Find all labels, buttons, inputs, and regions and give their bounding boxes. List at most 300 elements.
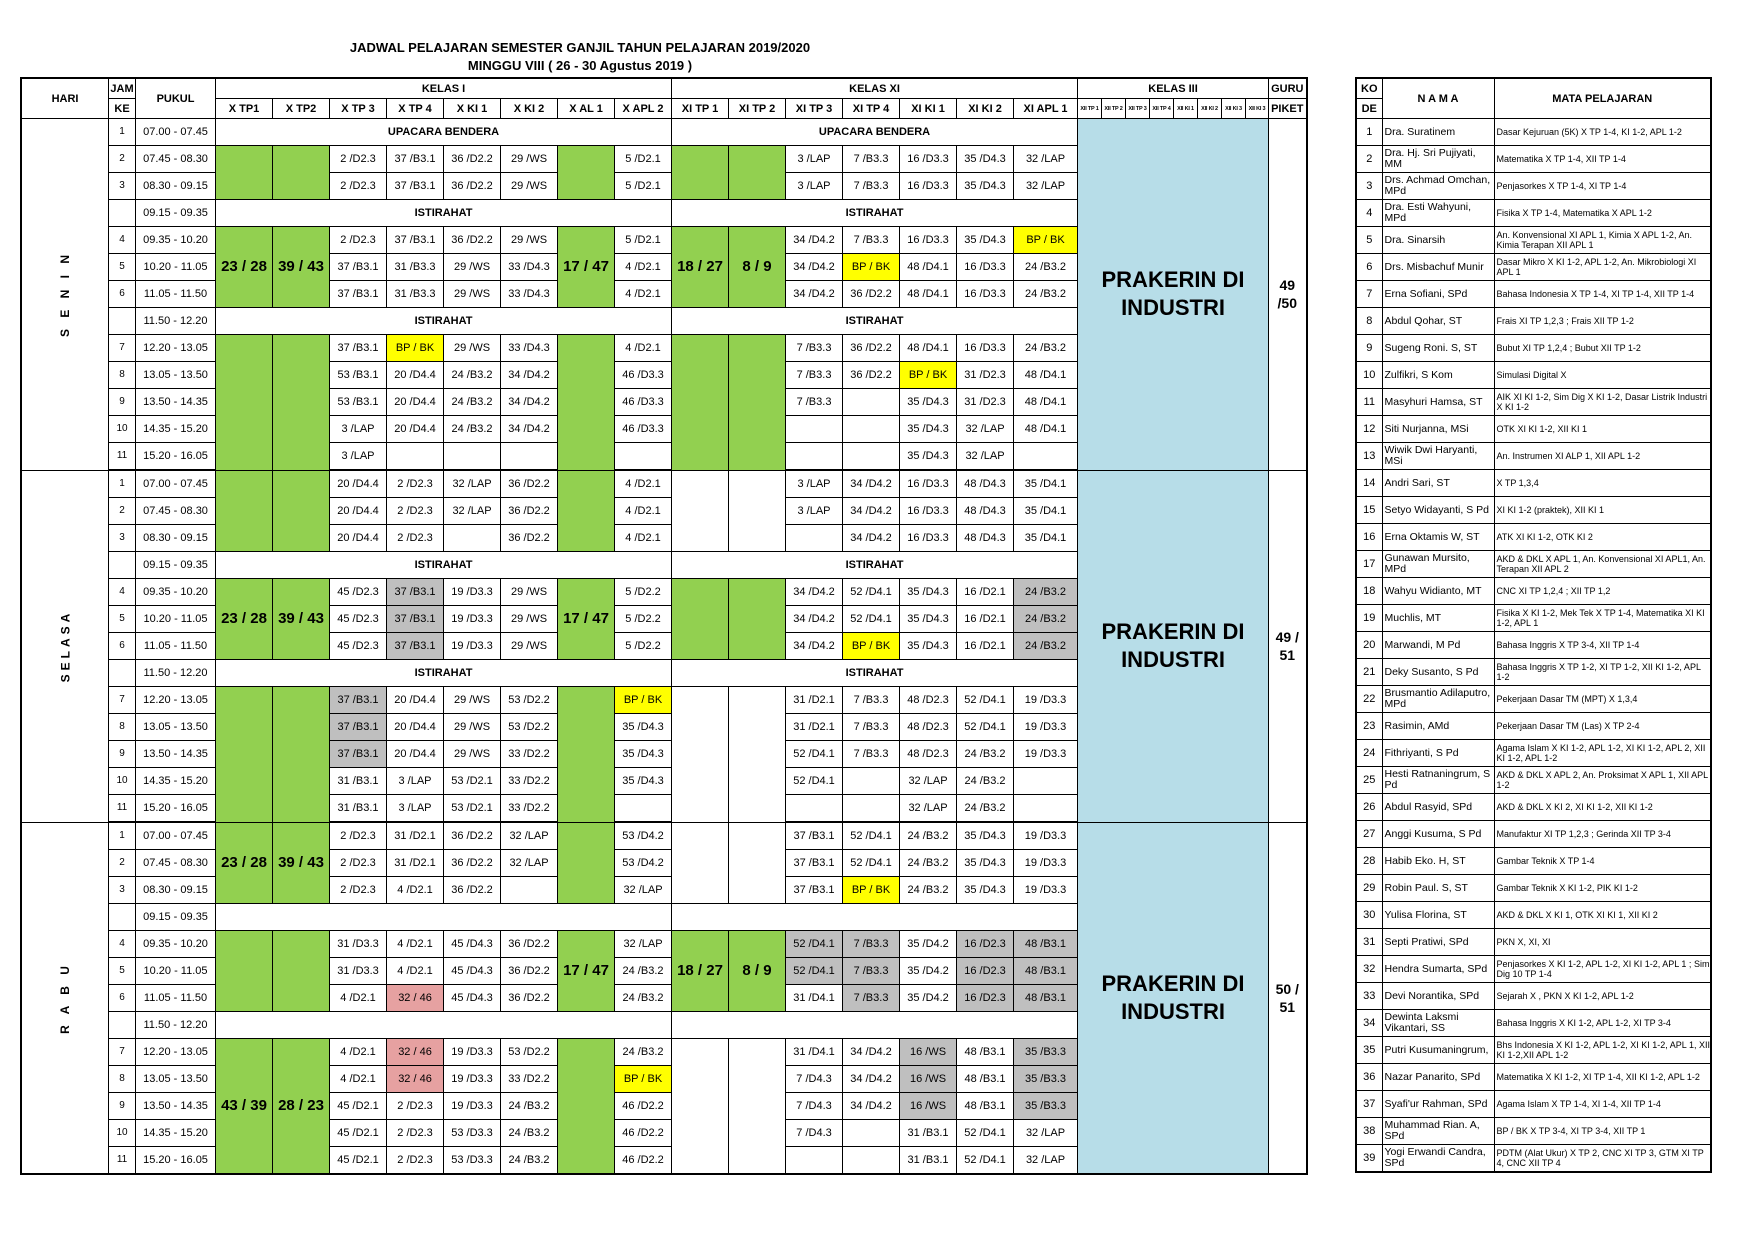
- schedule-cell: 34 /D4.2: [786, 633, 843, 660]
- teacher-code: 29: [1356, 875, 1382, 902]
- teacher-subject: Fisika X KI 1-2, Mek Tek X TP 1-4, Matematika XI KI 1-2, APL 1: [1494, 605, 1711, 632]
- schedule-cell: 53 /D3.3: [444, 1120, 501, 1147]
- istirahat-label: ISTIRAHAT: [672, 308, 1078, 335]
- schedule-cell: 48 /B3.1: [957, 1066, 1014, 1093]
- kode-header: KO: [1356, 78, 1382, 99]
- pukul-time: 11.50 - 12.20: [136, 308, 216, 335]
- teacher-subject: Bahasa Inggris X TP 1-2, XI TP 1-2, XII KI 1-2, APL 1-2: [1494, 659, 1711, 686]
- schedule-cell: 7 /B3.3: [843, 146, 900, 173]
- schedule-cell: 52 /D4.1: [957, 1147, 1014, 1175]
- schedule-cell: 19 /D3.3: [444, 579, 501, 606]
- schedule-cell: 48 /D4.1: [1014, 389, 1078, 416]
- schedule-cell: [786, 443, 843, 471]
- teacher-subject: Gambar Teknik X KI 1-2, PIK KI 1-2: [1494, 875, 1711, 902]
- schedule-cell: 35 /D4.3: [957, 173, 1014, 200]
- schedule-cell: 46 /D2.2: [615, 1147, 672, 1175]
- schedule-cell: 53 /D2.2: [501, 714, 558, 741]
- schedule-cell: 32 /LAP: [957, 443, 1014, 471]
- schedule-cell: 7 /B3.3: [843, 741, 900, 768]
- teacher-name: Masyhuri Hamsa, ST: [1382, 389, 1494, 416]
- schedule-cell: 52 /D4.1: [786, 958, 843, 985]
- teacher-code: 23: [1356, 713, 1382, 740]
- schedule-cell: 31 /B3.1: [900, 1120, 957, 1147]
- schedule-cell: 37 /B3.1: [330, 714, 387, 741]
- schedule-cell: 35 /D4.3: [957, 850, 1014, 877]
- schedule-table: [20, 77, 1308, 1175]
- schedule-cell: 20 /D4.4: [330, 525, 387, 552]
- schedule-cell: 32 / 46: [387, 1039, 444, 1066]
- schedule-cell: 34 /D4.2: [843, 1039, 900, 1066]
- merged-class-cell: 8 / 9: [729, 227, 786, 308]
- teacher-name: Anggi Kusuma, S Pd: [1382, 821, 1494, 848]
- schedule-cell: 33 /D2.2: [501, 795, 558, 823]
- schedule-cell: 2 /D2.3: [330, 877, 387, 904]
- pukul-time: 13.05 - 13.50: [136, 362, 216, 389]
- schedule-cell: 37 /B3.1: [330, 741, 387, 768]
- schedule-cell: [843, 1147, 900, 1175]
- class-col-header: XI TP 1: [672, 99, 729, 119]
- schedule-cell: 24 /B3.2: [957, 768, 1014, 795]
- teacher-name: Wahyu Widianto, MT: [1382, 578, 1494, 605]
- day-label: [21, 822, 109, 1174]
- empty-row: [216, 1012, 672, 1039]
- teacher-code: 5: [1356, 227, 1382, 254]
- jam-ke: 4: [109, 931, 136, 958]
- schedule-cell: 35 /D4.3: [957, 227, 1014, 254]
- teacher-subject: Pekerjaan Dasar TM (MPT) X 1,3,4: [1494, 686, 1711, 713]
- istirahat-label: ISTIRAHAT: [216, 200, 672, 227]
- schedule-cell: 31 /D4.1: [786, 1039, 843, 1066]
- schedule-cell: 2 /D2.3: [330, 146, 387, 173]
- schedule-cell: 7 /D4.3: [786, 1120, 843, 1147]
- merged-class-cell: 39 / 43: [273, 227, 330, 308]
- class-col-header: XII KI 3: [1222, 99, 1246, 119]
- teacher-name: Yulisa Florina, ST: [1382, 902, 1494, 929]
- schedule-cell: 36 /D2.2: [444, 173, 501, 200]
- teacher-name: Dra. Esti Wahyuni, MPd: [1382, 200, 1494, 227]
- schedule-cell: 31 /D2.3: [957, 389, 1014, 416]
- teacher-name: Devi Norantika, SPd: [1382, 983, 1494, 1010]
- jam-ke: 4: [109, 227, 136, 254]
- schedule-cell: [615, 795, 672, 823]
- pukul-time: 11.50 - 12.20: [136, 660, 216, 687]
- schedule-cell: 48 /D4.1: [1014, 416, 1078, 443]
- schedule-cell: 48 /B3.1: [1014, 985, 1078, 1012]
- schedule-cell: 52 /D4.1: [786, 768, 843, 795]
- schedule-cell: 35 /D4.3: [900, 606, 957, 633]
- schedule-cell: 48 /B3.1: [957, 1039, 1014, 1066]
- schedule-cell: 35 /D4.3: [957, 877, 1014, 904]
- jam-ke: 5: [109, 254, 136, 281]
- prakerin-block: PRAKERIN DI INDUSTRI: [1078, 822, 1269, 1174]
- schedule-cell: 29 /WS: [444, 687, 501, 714]
- schedule-cell: 3 /LAP: [330, 443, 387, 471]
- teacher-code: 6: [1356, 254, 1382, 281]
- pukul-time: 07.00 - 07.45: [136, 470, 216, 498]
- jam-ke: 5: [109, 606, 136, 633]
- schedule-cell: [444, 443, 501, 471]
- schedule-cell: 4 /D2.1: [330, 1066, 387, 1093]
- schedule-cell: 19 /D3.3: [444, 1093, 501, 1120]
- schedule-cell: 7 /B3.3: [843, 227, 900, 254]
- schedule-cell: 48 /D4.1: [900, 281, 957, 308]
- schedule-cell: 37 /B3.1: [786, 877, 843, 904]
- schedule-cell: 31 /B3.1: [330, 768, 387, 795]
- teacher-code: 2: [1356, 146, 1382, 173]
- green-block: [216, 146, 273, 200]
- pukul-time: 07.00 - 07.45: [136, 119, 216, 146]
- schedule-cell: 16 /D3.3: [900, 525, 957, 552]
- schedule-cell: 53 /B3.1: [330, 389, 387, 416]
- pukul-time: 15.20 - 16.05: [136, 1147, 216, 1175]
- schedule-cell: 16 /D2.1: [957, 633, 1014, 660]
- green-block: [729, 579, 786, 660]
- schedule-cell: 16 /D2.3: [957, 931, 1014, 958]
- schedule-cell: 16 /D3.3: [957, 335, 1014, 362]
- jam-ke: 6: [109, 633, 136, 660]
- green-block: [729, 146, 786, 200]
- teacher-subject: Sejarah X , PKN X KI 1-2, APL 1-2: [1494, 983, 1711, 1010]
- istirahat-label: ISTIRAHAT: [216, 660, 672, 687]
- schedule-cell: 20 /D4.4: [387, 389, 444, 416]
- teacher-name: Marwandi, M Pd: [1382, 632, 1494, 659]
- empty-row: [672, 904, 1078, 931]
- schedule-cell: 24 /B3.2: [444, 416, 501, 443]
- class-col-header: XI APL 1: [1014, 99, 1078, 119]
- teacher-code: 17: [1356, 551, 1382, 578]
- class-col-header: XI TP 4: [843, 99, 900, 119]
- kelas2-header: KELAS XI: [672, 78, 1078, 99]
- schedule-cell: [843, 443, 900, 471]
- teacher-subject: Penjasorkes X KI 1-2, APL 1-2, XI KI 1-2, APL 1 ; Sim Dig 10 TP 1-4: [1494, 956, 1711, 983]
- schedule-cell: 33 /D4.3: [501, 254, 558, 281]
- schedule-cell: 45 /D2.3: [330, 579, 387, 606]
- schedule-cell: 24 /B3.2: [1014, 633, 1078, 660]
- green-block: [558, 146, 615, 200]
- ke-header: KE: [109, 99, 136, 119]
- schedule-cell: 48 /D2.3: [900, 714, 957, 741]
- schedule-cell: 36 /D2.2: [501, 931, 558, 958]
- schedule-cell: 45 /D4.3: [444, 931, 501, 958]
- green-block: [216, 470, 273, 552]
- empty-block: [729, 470, 786, 552]
- teacher-subject: Agama Islam X TP 1-4, XI 1-4, XII TP 1-4: [1494, 1091, 1711, 1118]
- schedule-cell: 16 /D2.3: [957, 985, 1014, 1012]
- schedule-cell: 35 /D4.3: [615, 741, 672, 768]
- guru-piket: 50 / 51: [1269, 822, 1307, 1174]
- schedule-cell: 52 /D4.1: [843, 579, 900, 606]
- schedule-cell: 4 /D2.1: [387, 931, 444, 958]
- schedule-cell: 37 /B3.1: [387, 146, 444, 173]
- pukul-time: 07.45 - 08.30: [136, 146, 216, 173]
- istirahat-label: ISTIRAHAT: [672, 200, 1078, 227]
- schedule-cell: 16 /D2.3: [957, 958, 1014, 985]
- teacher-name: Yogi Erwandi Candra, SPd: [1382, 1145, 1494, 1173]
- schedule-cell: 48 /D2.3: [900, 687, 957, 714]
- teacher-name: Drs. Misbachuf Munir: [1382, 254, 1494, 281]
- teacher-code: 31: [1356, 929, 1382, 956]
- day-label: [21, 470, 109, 822]
- class-col-header: XII TP 2: [1102, 99, 1126, 119]
- teacher-subject: PDTM (Alat Ukur) X TP 2, CNC XI TP 3, GTM XI TP 4, CNC XII TP 4: [1494, 1145, 1711, 1173]
- teacher-name: Fithriyanti, S Pd: [1382, 740, 1494, 767]
- schedule-cell: 33 /D4.3: [501, 281, 558, 308]
- pukul-time: 09.15 - 09.35: [136, 552, 216, 579]
- green-block: [273, 687, 330, 823]
- schedule-cell: BP / BK: [843, 877, 900, 904]
- jam-ke: 8: [109, 714, 136, 741]
- teacher-subject: ATK XI KI 1-2, OTK KI 2: [1494, 524, 1711, 551]
- pukul-time: 11.05 - 11.50: [136, 985, 216, 1012]
- schedule-cell: 20 /D4.4: [387, 687, 444, 714]
- schedule-cell: 24 /B3.2: [957, 741, 1014, 768]
- schedule-cell: 37 /B3.1: [330, 281, 387, 308]
- pukul-time: 14.35 - 15.20: [136, 768, 216, 795]
- schedule-cell: 29 /WS: [501, 173, 558, 200]
- schedule-cell: 35 /B3.3: [1014, 1066, 1078, 1093]
- pukul-time: 09.35 - 10.20: [136, 931, 216, 958]
- teacher-code: 15: [1356, 497, 1382, 524]
- schedule-cell: BP / BK: [843, 633, 900, 660]
- teacher-name: Drs. Achmad Omchan, MPd: [1382, 173, 1494, 200]
- schedule-cell: 24 /B3.2: [957, 795, 1014, 823]
- teacher-code: 24: [1356, 740, 1382, 767]
- jam-ke: 9: [109, 1093, 136, 1120]
- schedule-cell: 2 /D2.3: [330, 227, 387, 254]
- schedule-cell: 4 /D2.1: [387, 877, 444, 904]
- schedule-cell: 32 /LAP: [1014, 173, 1078, 200]
- schedule-cell: 31 /D2.3: [957, 362, 1014, 389]
- schedule-cell: 7 /D4.3: [786, 1066, 843, 1093]
- teacher-subject: OTK XI KI 1-2, XII KI 1: [1494, 416, 1711, 443]
- teacher-name: Dra. Sinarsih: [1382, 227, 1494, 254]
- teacher-subject: AKD & DKL X KI 2, XI KI 1-2, XII KI 1-2: [1494, 794, 1711, 821]
- teacher-subject: Bubut XI TP 1,2,4 ; Bubut XII TP 1-2: [1494, 335, 1711, 362]
- pukul-time: 15.20 - 16.05: [136, 795, 216, 823]
- teacher-subject: Matematika X KI 1-2, XI TP 1-4, XII KI 1-2, APL 1-2: [1494, 1064, 1711, 1091]
- pukul-time: 10.20 - 11.05: [136, 958, 216, 985]
- teacher-subject: Dasar Kejuruan (5K) X TP 1-4, KI 1-2, APL 1-2: [1494, 119, 1711, 146]
- green-block: [558, 470, 615, 552]
- green-block: [558, 687, 615, 823]
- schedule-cell: 31 /B3.3: [387, 281, 444, 308]
- schedule-cell: 24 /B3.2: [444, 362, 501, 389]
- teacher-code: 25: [1356, 767, 1382, 794]
- pukul-time: 09.15 - 09.35: [136, 904, 216, 931]
- class-col-header: X KI 2: [501, 99, 558, 119]
- teacher-subject: Pekerjaan Dasar TM (Las) X TP 2-4: [1494, 713, 1711, 740]
- schedule-cell: 29 /WS: [444, 714, 501, 741]
- schedule-cell: 32 /LAP: [1014, 146, 1078, 173]
- schedule-cell: 36 /D2.2: [843, 362, 900, 389]
- schedule-cell: 19 /D3.3: [444, 633, 501, 660]
- schedule-cell: 29 /WS: [501, 633, 558, 660]
- empty-block: [672, 687, 729, 823]
- schedule-cell: 36 /D2.2: [843, 281, 900, 308]
- schedule-cell: 24 /B3.2: [444, 389, 501, 416]
- schedule-cell: 45 /D2.3: [330, 606, 387, 633]
- teacher-code: 36: [1356, 1064, 1382, 1091]
- merged-class-cell: 17 / 47: [558, 227, 615, 308]
- schedule-cell: 36 /D2.2: [501, 525, 558, 552]
- schedule-cell: 2 /D2.3: [330, 173, 387, 200]
- jam-ke: 7: [109, 687, 136, 714]
- schedule-cell: 36 /D2.2: [501, 985, 558, 1012]
- green-block: [216, 335, 273, 471]
- teacher-name: Robin Paul. S, ST: [1382, 875, 1494, 902]
- schedule-cell: 16 /WS: [900, 1093, 957, 1120]
- teacher-name: Setyo Widayanti, S Pd: [1382, 497, 1494, 524]
- schedule-cell: 4 /D2.1: [615, 281, 672, 308]
- green-block: [558, 1039, 615, 1175]
- green-block: [729, 335, 786, 471]
- schedule-cell: 29 /WS: [501, 227, 558, 254]
- pukul-header: PUKUL: [136, 78, 216, 119]
- pukul-time: 09.35 - 10.20: [136, 227, 216, 254]
- schedule-cell: 35 /D4.3: [900, 443, 957, 471]
- jam-ke: 8: [109, 1066, 136, 1093]
- schedule-cell: 53 /D3.3: [444, 1147, 501, 1175]
- pukul-time: 12.20 - 13.05: [136, 335, 216, 362]
- empty-row: [216, 904, 672, 931]
- schedule-cell: 37 /B3.1: [387, 579, 444, 606]
- day-label: [21, 119, 109, 471]
- schedule-cell: BP / BK: [615, 1066, 672, 1093]
- schedule-cell: 37 /B3.1: [786, 822, 843, 850]
- schedule-cell: 24 /B3.2: [501, 1120, 558, 1147]
- jam-ke: 10: [109, 416, 136, 443]
- green-block: [558, 335, 615, 471]
- schedule-cell: 7 /B3.3: [843, 714, 900, 741]
- schedule-cell: 37 /B3.1: [387, 227, 444, 254]
- merged-class-cell: 18 / 27: [672, 931, 729, 1012]
- schedule-cell: 36 /D2.2: [501, 470, 558, 498]
- schedule-cell: 46 /D2.2: [615, 1120, 672, 1147]
- teacher-code: 9: [1356, 335, 1382, 362]
- jam-ke: 10: [109, 1120, 136, 1147]
- schedule-cell: 53 /D2.1: [444, 795, 501, 823]
- class-col-header: X TP2: [273, 99, 330, 119]
- schedule-cell: [1014, 795, 1078, 823]
- kelas3-header: KELAS III: [1078, 78, 1269, 99]
- schedule-cell: 48 /D4.3: [957, 525, 1014, 552]
- jam-ke: 11: [109, 1147, 136, 1175]
- class-col-header: X TP1: [216, 99, 273, 119]
- class-col-header: XII TP 4: [1150, 99, 1174, 119]
- schedule-cell: 32 /LAP: [1014, 1120, 1078, 1147]
- teacher-subject: Dasar Mikro X KI 1-2, APL 1-2, An. Mikrobiologi XI APL 1: [1494, 254, 1711, 281]
- class-col-header: XII KI 3: [1246, 99, 1269, 119]
- schedule-cell: 34 /D4.2: [786, 227, 843, 254]
- schedule-cell: 31 /B3.1: [900, 1147, 957, 1175]
- schedule-cell: BP / BK: [387, 335, 444, 362]
- jam-ke: 1: [109, 119, 136, 146]
- teacher-name: Gunawan Mursito, MPd: [1382, 551, 1494, 578]
- schedule-cell: 34 /D4.2: [843, 498, 900, 525]
- schedule-cell: 2 /D2.3: [387, 470, 444, 498]
- jam-ke: 11: [109, 795, 136, 823]
- schedule-cell: [387, 443, 444, 471]
- schedule-subtitle: MINGGU VIII ( 26 - 30 Agustus 2019 ): [467, 58, 693, 73]
- schedule-cell: 37 /B3.1: [387, 173, 444, 200]
- schedule-cell: 19 /D3.3: [444, 1039, 501, 1066]
- teacher-name: Deky Susanto, S Pd: [1382, 659, 1494, 686]
- prakerin-block: PRAKERIN DI INDUSTRI: [1078, 119, 1269, 471]
- schedule-cell: [843, 416, 900, 443]
- schedule-cell: 35 /D4.3: [900, 416, 957, 443]
- teacher-subject: AKD & DKL X APL 1, An. Konvensional XI APL1, An. Terapan XII APL 2: [1494, 551, 1711, 578]
- schedule-cell: 36 /D2.2: [843, 335, 900, 362]
- schedule-cell: 20 /D4.4: [387, 362, 444, 389]
- teacher-subject: Matematika X TP 1-4, XII TP 1-4: [1494, 146, 1711, 173]
- teacher-subject: AKD & DKL X KI 1, OTK XI KI 1, XII KI 2: [1494, 902, 1711, 929]
- teacher-subject: Bhs Indonesia X KI 1-2, APL 1-2, XI KI 1-2, APL 1, XII KI 1-2,XII APL 1-2: [1494, 1037, 1711, 1064]
- teacher-name: Muhammad Rian. A, SPd: [1382, 1118, 1494, 1145]
- teacher-subject: Bahasa Inggris X TP 3-4, XII TP 1-4: [1494, 632, 1711, 659]
- teacher-code: 1: [1356, 119, 1382, 146]
- schedule-cell: [501, 443, 558, 471]
- schedule-cell: 34 /D4.2: [501, 416, 558, 443]
- schedule-cell: 37 /B3.1: [330, 687, 387, 714]
- teacher-code: 10: [1356, 362, 1382, 389]
- schedule-cell: 20 /D4.4: [330, 498, 387, 525]
- teacher-subject: Penjasorkes X TP 1-4, XI TP 1-4: [1494, 173, 1711, 200]
- pukul-time: 07.45 - 08.30: [136, 850, 216, 877]
- piket-header: PIKET: [1269, 99, 1307, 119]
- schedule-cell: 46 /D3.3: [615, 389, 672, 416]
- schedule-cell: 19 /D3.3: [1014, 850, 1078, 877]
- teacher-name: Hendra Sumarta, SPd: [1382, 956, 1494, 983]
- schedule-cell: 2 /D2.3: [387, 1120, 444, 1147]
- class-col-header: X TP 3: [330, 99, 387, 119]
- green-block: [216, 931, 273, 1012]
- merged-class-cell: 17 / 47: [558, 579, 615, 660]
- schedule-cell: 35 /D4.2: [900, 931, 957, 958]
- schedule-cell: 34 /D4.2: [843, 470, 900, 498]
- schedule-cell: 29 /WS: [501, 146, 558, 173]
- schedule-cell: 16 /D2.1: [957, 606, 1014, 633]
- teacher-subject: An. Konvensional XI APL 1, Kimia X APL 1-2, An. Kimia Terapan XII APL 1: [1494, 227, 1711, 254]
- schedule-cell: 16 /D3.3: [957, 254, 1014, 281]
- empty-block: [729, 1039, 786, 1175]
- merged-class-cell: 23 / 28: [216, 822, 273, 904]
- schedule-cell: 45 /D2.3: [330, 633, 387, 660]
- schedule-title: JADWAL PELAJARAN SEMESTER GANJIL TAHUN PELAJARAN 2019/2020: [349, 40, 811, 55]
- schedule-cell: 7 /B3.3: [843, 931, 900, 958]
- jam-ke: 6: [109, 985, 136, 1012]
- teacher-code: 18: [1356, 578, 1382, 605]
- teacher-code: 11: [1356, 389, 1382, 416]
- schedule-cell: 3 /LAP: [330, 416, 387, 443]
- teacher-code: 26: [1356, 794, 1382, 821]
- schedule-cell: 24 /B3.2: [900, 877, 957, 904]
- schedule-cell: 34 /D4.2: [843, 1066, 900, 1093]
- pukul-time: 08.30 - 09.15: [136, 877, 216, 904]
- schedule-cell: 19 /D3.3: [444, 606, 501, 633]
- schedule-cell: 2 /D2.3: [387, 1147, 444, 1175]
- schedule-cell: 16 /D2.1: [957, 579, 1014, 606]
- schedule-cell: 29 /WS: [444, 281, 501, 308]
- teacher-code: 13: [1356, 443, 1382, 470]
- schedule-cell: 48 /D4.3: [957, 498, 1014, 525]
- empty-block: [729, 822, 786, 904]
- jam-ke: 4: [109, 579, 136, 606]
- schedule-cell: 32 / 46: [387, 1066, 444, 1093]
- schedule-cell: 33 /D2.2: [501, 741, 558, 768]
- schedule-cell: 2 /D2.3: [387, 525, 444, 552]
- schedule-cell: 16 /D3.3: [900, 173, 957, 200]
- schedule-cell: 52 /D4.1: [843, 606, 900, 633]
